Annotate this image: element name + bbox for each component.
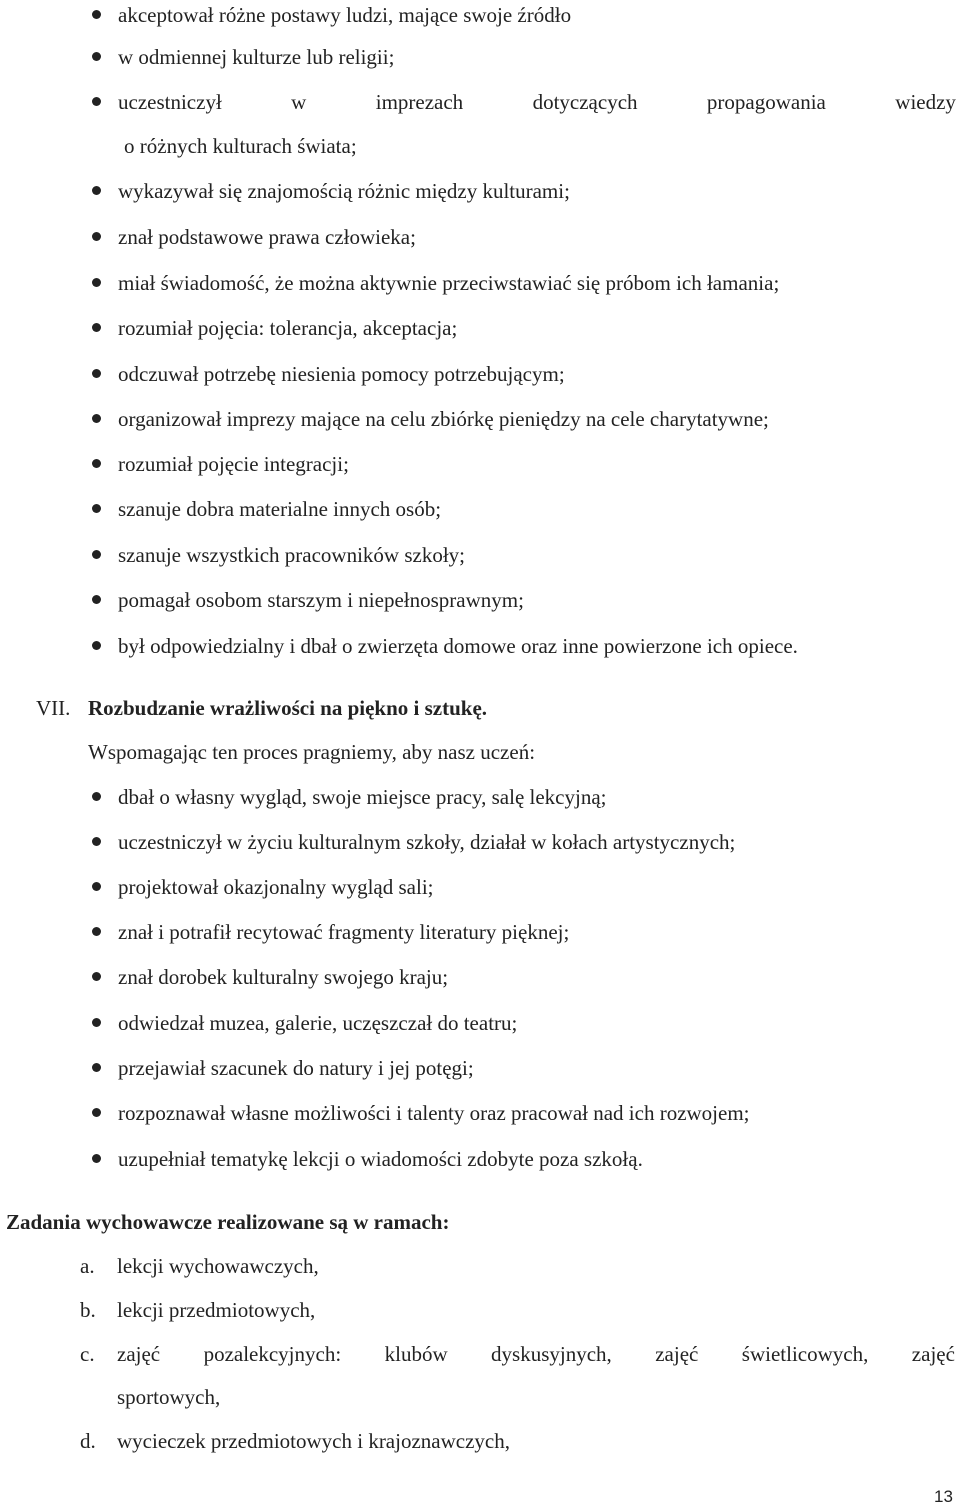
- word: imprezach: [375, 90, 464, 114]
- bullet-icon: [92, 792, 101, 801]
- word: w: [291, 90, 307, 114]
- word: propagowania: [706, 90, 826, 114]
- list-item: [0, 404, 960, 434]
- list-item-text: lekcji wychowawczych,: [117, 1254, 319, 1278]
- list-item-text: rozumiał pojęcie integracji;: [118, 452, 349, 476]
- list-item-continuation: sportowych,: [117, 1385, 221, 1409]
- list-item: [0, 494, 960, 524]
- list-item-text: rozumiał pojęcia: tolerancja, akceptacja;: [118, 316, 458, 340]
- list-item: [0, 1008, 960, 1038]
- bullet-icon: [92, 927, 101, 936]
- bullet-icon: [92, 232, 101, 241]
- bullet-icon: [92, 369, 101, 378]
- list-item-text: miał świadomość, że można aktywnie przeciwstawiać się próbom ich łamania;: [118, 271, 780, 295]
- list-item: [0, 268, 960, 298]
- word: dyskusyjnych,: [491, 1342, 612, 1366]
- list-item-text: projektował okazjonalny wygląd sali;: [118, 875, 434, 899]
- bullet-icon: [92, 1154, 101, 1163]
- list-item-text: lekcji przedmiotowych,: [117, 1298, 316, 1322]
- list-item: [0, 962, 960, 992]
- list-item: [0, 0, 960, 30]
- list-item-text: uczestniczył w życiu kulturalnym szkoły, działał w kołach artystycznych;: [118, 830, 736, 854]
- word: uczestniczył: [118, 90, 222, 114]
- bullet-icon: [92, 186, 101, 195]
- list-item-text: dbał o własny wygląd, swoje miejsce pracy, salę lekcyjną;: [118, 785, 607, 809]
- list-item-text: odwiedzał muzea, galerie, uczęszczał do teatru;: [118, 1011, 518, 1035]
- list-item: [0, 1098, 960, 1128]
- bullet-icon: [92, 1108, 101, 1117]
- list-letter: d.: [80, 1429, 96, 1453]
- bullet-icon: [92, 595, 101, 604]
- word: świetlicowych,: [741, 1342, 869, 1366]
- tasks-heading: Zadania wychowawcze realizowane są w ramach:: [6, 1210, 450, 1234]
- list-item-text: znał i potrafił recytować fragmenty literatury pięknej;: [118, 920, 570, 944]
- list-item-text: był odpowiedzialny i dbał o zwierzęta domowe oraz inne powierzone ich opiece.: [118, 634, 798, 658]
- bullet-icon: [92, 278, 101, 287]
- list-item: [0, 449, 960, 479]
- word: pozalekcyjnych:: [203, 1342, 342, 1366]
- bullet-icon: [92, 1063, 101, 1072]
- list-item: [0, 313, 960, 343]
- list-item: [0, 1251, 960, 1281]
- list-item-text: rozpoznawał własne możliwości i talenty oraz pracował nad ich rozwojem;: [118, 1101, 750, 1125]
- list-letter: b.: [80, 1298, 96, 1322]
- list-item-text: znał dorobek kulturalny swojego kraju;: [118, 965, 449, 989]
- bullet-icon: [92, 972, 101, 981]
- list-item-text: szanuje dobra materialne innych osób;: [118, 497, 442, 521]
- bullet-icon: [92, 882, 101, 891]
- list-item: [0, 42, 960, 72]
- bullet-icon: [92, 459, 101, 468]
- list-item-text: w odmiennej kulturze lub religii;: [118, 45, 395, 69]
- list-item: [0, 1053, 960, 1083]
- bullet-icon: [92, 52, 101, 61]
- bullet-icon: [92, 97, 101, 106]
- list-item-continuation: o różnych kulturach świata;: [124, 134, 357, 158]
- list-item: [0, 1339, 960, 1369]
- list-item: [0, 359, 960, 389]
- list-item-text: pomagał osobom starszym i niepełnosprawnym;: [118, 588, 524, 612]
- bullet-icon: [92, 1018, 101, 1027]
- list-letter: a.: [80, 1254, 95, 1278]
- list-item-text: wykazywał się znajomością różnic między kulturami;: [118, 179, 570, 203]
- list-item-text-justified: [117, 1339, 955, 1369]
- list-item: [0, 1426, 960, 1456]
- word: dotyczących: [532, 90, 638, 114]
- list-item: [0, 631, 960, 661]
- list-item-text: szanuje wszystkich pracowników szkoły;: [118, 543, 466, 567]
- list-item-text: uzupełniał tematykę lekcji o wiadomości zdobyte poza szkołą.: [118, 1147, 643, 1171]
- bullet-icon: [92, 641, 101, 650]
- list-item-text: wycieczek przedmiotowych i krajoznawczych,: [117, 1429, 510, 1453]
- section-title: Rozbudzanie wrażliwości na piękno i sztukę.: [88, 696, 488, 720]
- section-intro: Wspomagając ten proces pragniemy, aby nasz uczeń:: [88, 740, 536, 764]
- list-letter: c.: [80, 1342, 95, 1366]
- section-number: VII.: [36, 696, 71, 720]
- bullet-icon: [92, 550, 101, 559]
- list-item: [0, 827, 960, 857]
- word: zajęć: [655, 1342, 699, 1366]
- bullet-icon: [92, 837, 101, 846]
- list-item-text-justified: [118, 87, 956, 117]
- list-item: [0, 1144, 960, 1174]
- list-item: [0, 782, 960, 812]
- list-item: [0, 222, 960, 252]
- list-item-text: odczuwał potrzebę niesienia pomocy potrzebującym;: [118, 362, 565, 386]
- word: zajęć: [117, 1342, 161, 1366]
- word: wiedzy: [895, 90, 956, 114]
- list-item-text: znał podstawowe prawa człowieka;: [118, 225, 416, 249]
- list-item: [0, 585, 960, 615]
- bullet-icon: [92, 323, 101, 332]
- bullet-icon: [92, 414, 101, 423]
- page-number: 13: [934, 1487, 953, 1506]
- bullet-icon: [92, 504, 101, 513]
- list-item-text: organizował imprezy mające na celu zbiórkę pieniędzy na cele charytatywne;: [118, 407, 769, 431]
- list-item: [0, 176, 960, 206]
- word: zajęć: [911, 1342, 955, 1366]
- list-item: [0, 540, 960, 570]
- bullet-icon: [92, 10, 101, 19]
- word: klubów: [384, 1342, 448, 1366]
- list-item-text: akceptował różne postawy ludzi, mające swoje źródło: [118, 3, 572, 27]
- list-item: [0, 1295, 960, 1325]
- list-item: [0, 87, 960, 117]
- list-item: [0, 917, 960, 947]
- list-item: [0, 872, 960, 902]
- list-item-text: przejawiał szacunek do natury i jej potęgi;: [118, 1056, 474, 1080]
